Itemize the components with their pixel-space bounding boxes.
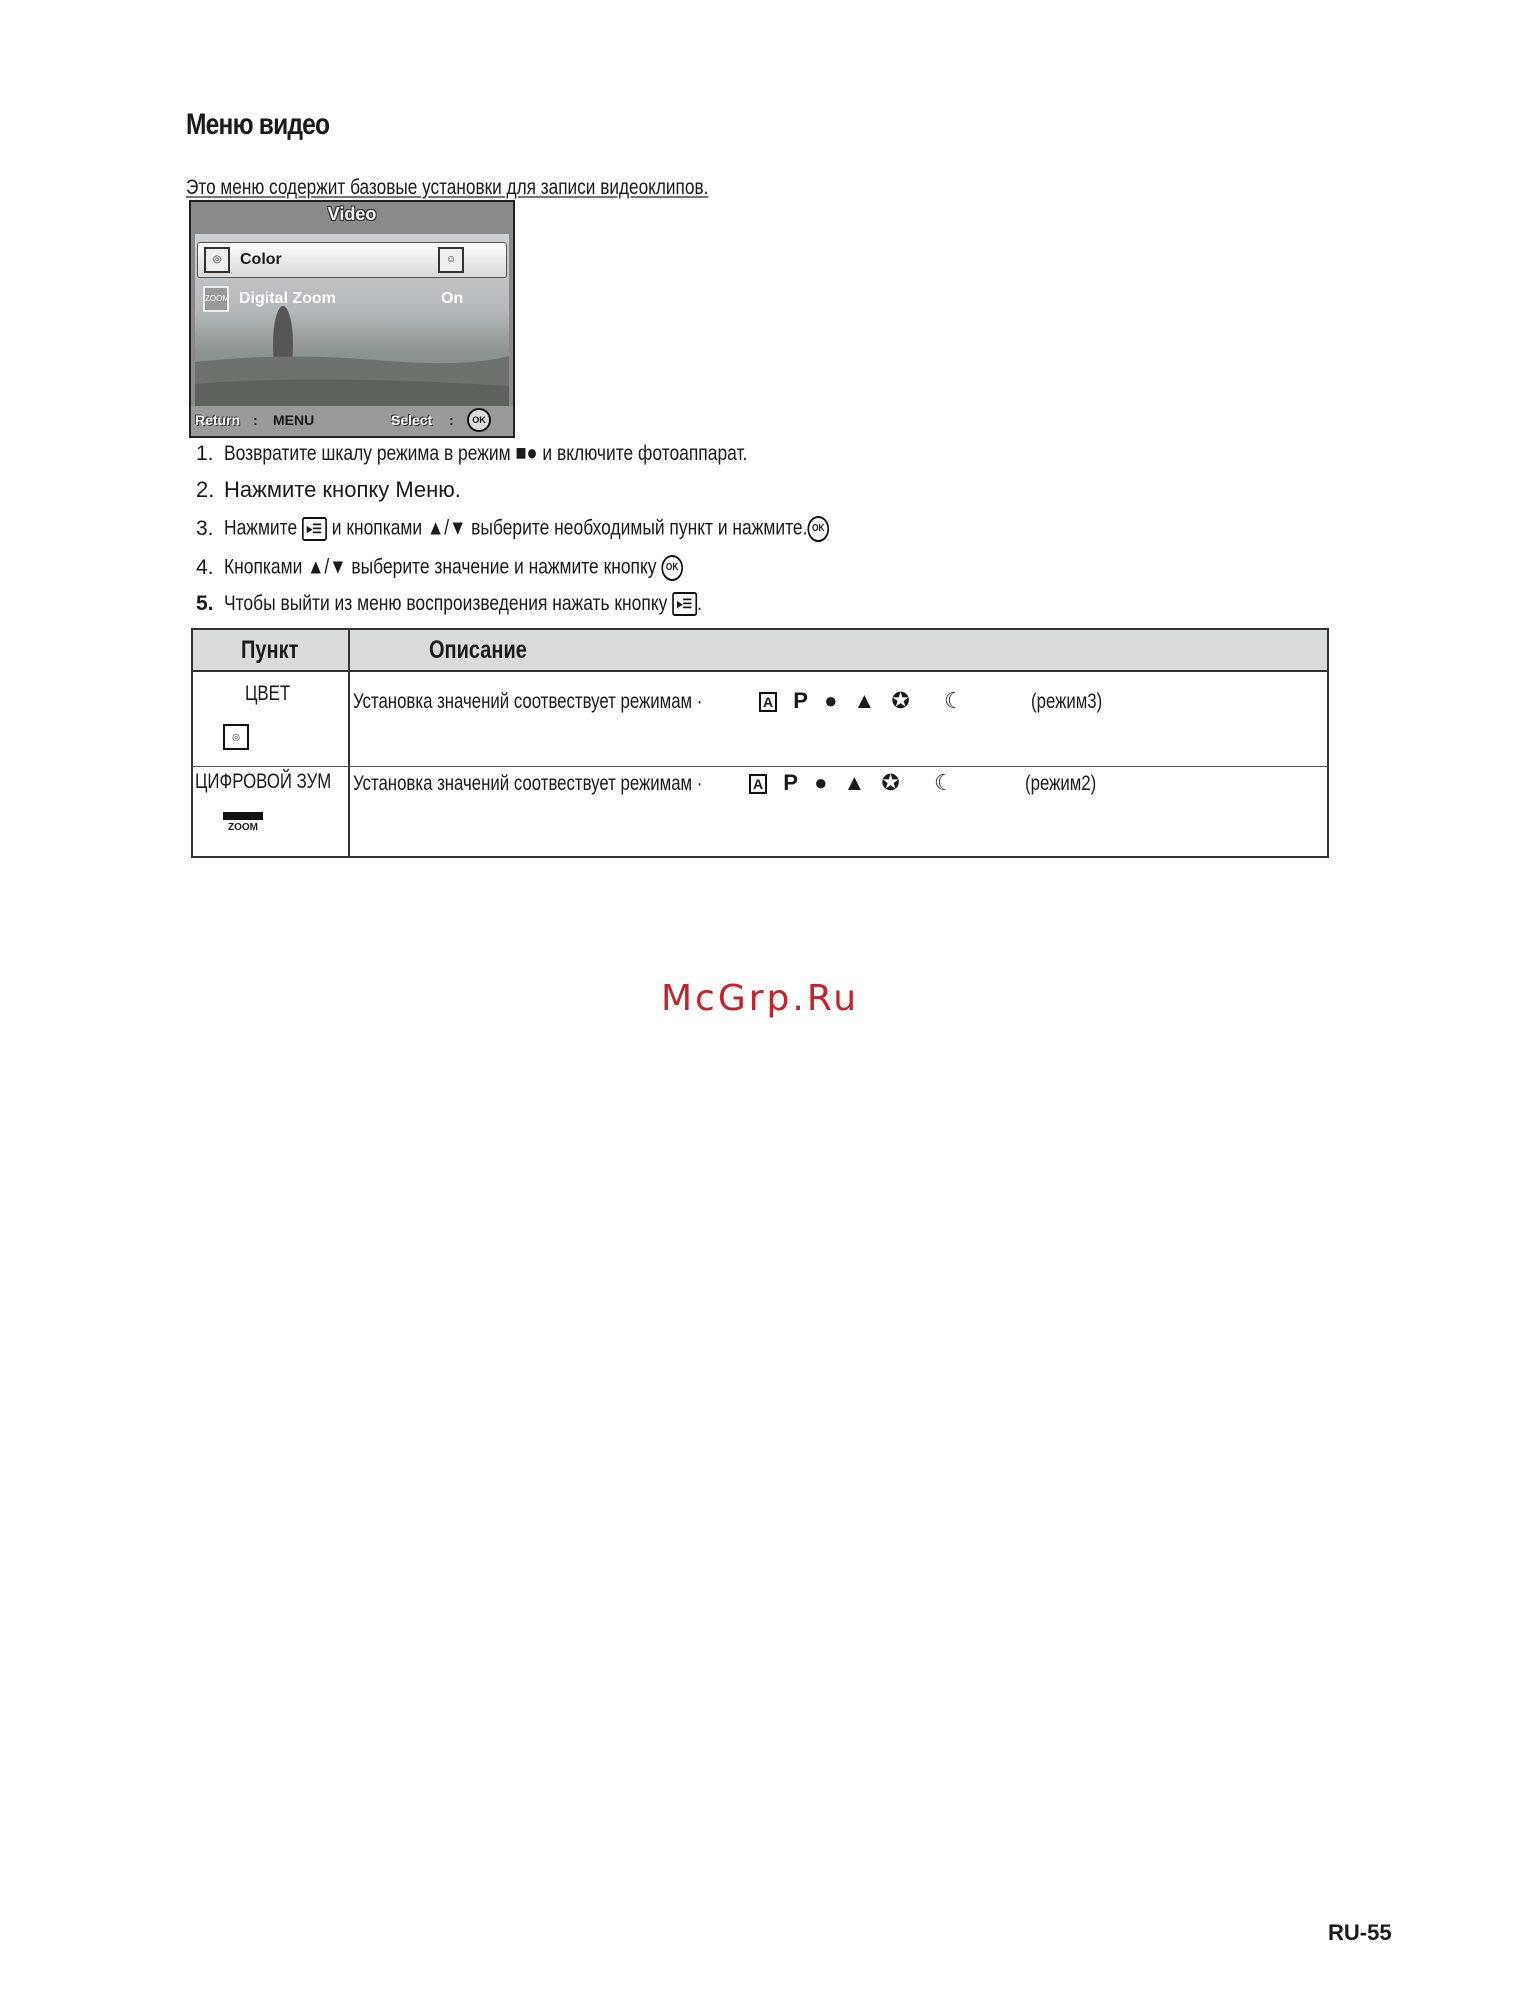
zoom-icon: ZOOM	[203, 286, 229, 312]
sport-mode-icon: ✪	[891, 688, 910, 713]
ok-button-icon: OK	[661, 555, 683, 581]
watermark: McGrp.Ru	[660, 978, 860, 1019]
auto-mode-icon: A	[759, 692, 777, 712]
step-4: 4. Кнопками ▲/▼ выберите значение и нажмите кнопку OK	[196, 555, 777, 581]
step-2: 2. Нажмите кнопку Меню.	[196, 477, 461, 502]
page-title: Меню видео	[186, 108, 330, 141]
row-description: Установка значений соотвествует режимам ·	[353, 772, 703, 795]
sport-mode-icon: ✪	[881, 770, 900, 795]
row-description: Установка значений соотвествует режимам ·	[353, 690, 703, 713]
color-mode-icon: ◎	[223, 724, 249, 750]
intro-text: Это меню содержит базовые установки для записи видеоклипов.	[186, 176, 709, 199]
camera-menu-screen	[189, 200, 515, 438]
menu-item-color[interactable]	[197, 242, 507, 278]
landscape-mode-icon: ▲	[853, 688, 876, 713]
video-camera-icon: ■●	[515, 440, 538, 465]
menu-item-label: Color	[240, 251, 282, 268]
step-3: 3. Нажмите ▸☰ и кнопками ▲/▼ выберите необходимый пункт и нажмите. OK	[196, 516, 953, 542]
step-5: 5. Чтобы выйти из меню воспроизведения нажать кнопку ▸☰ .	[196, 592, 702, 615]
settings-table	[191, 628, 1329, 858]
menu-button-icon: ▸☰	[672, 592, 697, 616]
portrait-mode-icon: ●	[814, 770, 828, 795]
table-header	[193, 630, 1327, 672]
night-portrait-mode-icon: ☾	[933, 770, 954, 795]
menu-key-label: MENU	[273, 412, 315, 428]
auto-mode-icon: A	[749, 774, 767, 794]
step-1: 1. Возвратите шкалу режима в режим ■● и включите фотоаппарат.	[196, 440, 748, 465]
color-mode-icon: ◎	[204, 247, 230, 273]
select-label: Select	[391, 412, 433, 428]
menu-button-icon: ▸☰	[302, 517, 327, 541]
menu-item-value: On	[441, 290, 464, 307]
return-label: Return	[195, 412, 241, 428]
portrait-mode-icon: ●	[824, 688, 838, 713]
header-item: Пункт	[241, 636, 299, 664]
row-item-name: ЦВЕТ	[245, 682, 291, 705]
camera-menu-footer: Return : MENU Select : OK	[191, 406, 513, 436]
row-mode-suffix: (режим2)	[1025, 772, 1097, 795]
ok-button-icon: OK	[467, 408, 491, 432]
menu-item-digital-zoom[interactable]	[197, 282, 507, 316]
mode-icons	[749, 770, 964, 796]
program-mode-icon: P	[783, 770, 798, 795]
night-portrait-mode-icon: ☾	[943, 688, 964, 713]
zoom-icon: ZOOM	[223, 812, 263, 833]
row-mode-suffix: (режим3)	[1031, 690, 1103, 713]
ok-button-icon: OK	[807, 516, 829, 542]
landscape-mode-icon: ▲	[843, 770, 866, 795]
mode-icons	[759, 688, 974, 714]
program-mode-icon: P	[793, 688, 808, 713]
page-number: RU-55	[1328, 1920, 1392, 1945]
menu-item-label: Digital Zoom	[239, 290, 336, 307]
camera-menu-title: Video	[327, 204, 377, 224]
portrait-frame-icon: ☺	[438, 247, 464, 273]
row-item-name: ЦИФРОВОЙ ЗУМ	[195, 770, 332, 793]
header-description: Описание	[429, 636, 527, 664]
